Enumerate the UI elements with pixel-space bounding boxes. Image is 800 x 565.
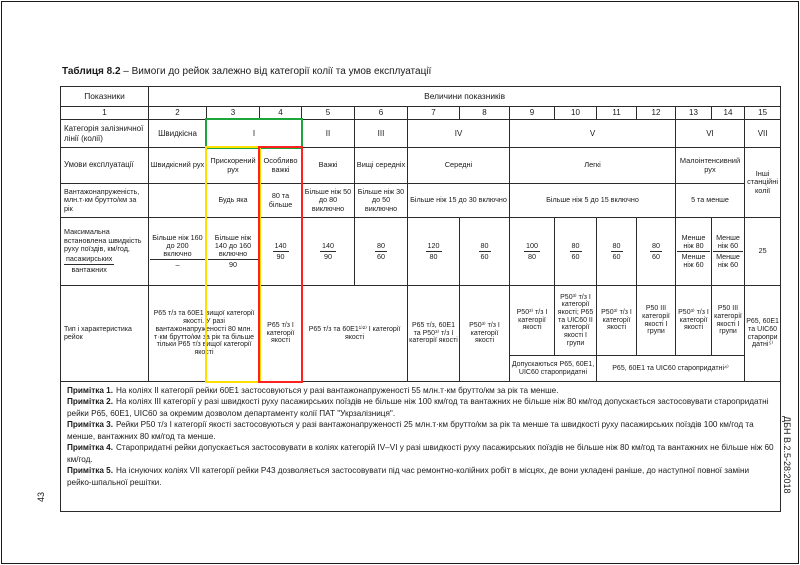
cell-speed-4	[260, 218, 302, 286]
page-number: 43	[36, 492, 46, 503]
col-number: 13	[676, 107, 712, 120]
note-5-text: На існуючих коліях VII категорії рейки Р43 дозволяється застосовувати під час ремонтно-колійних робіт в місцях, де вони укладені раніше, до наступної повної заміни рейко-шпальної решітки.	[67, 466, 750, 487]
cell-load-highspeed	[149, 184, 207, 218]
note-5-label: Примітка 5.	[67, 466, 114, 476]
cell-cat-VII: VII	[745, 120, 781, 148]
cell-rails-14: Р50 ІІІ категорії якості І групи	[712, 286, 745, 356]
cell-rails-8: Р50³⁾ т/з І категорії якості	[460, 286, 510, 382]
speed-freight-value: Менше ніж 60	[681, 252, 706, 270]
col-number: 8	[460, 107, 510, 120]
note-2	[67, 396, 774, 419]
cell-load-5-15: Більше ніж 5 до 15 включно	[510, 184, 676, 218]
col-number: 11	[597, 107, 637, 120]
cell-speed-10	[555, 218, 597, 286]
cell-speed-6	[355, 218, 408, 286]
cell-cat-II: II	[302, 120, 355, 148]
cell-speed-14	[712, 218, 745, 286]
table-caption: – Вимоги до рейок залежно від категорії колії та умов експлуатації	[120, 66, 432, 77]
page-title	[62, 66, 431, 77]
values-header: Величини показників	[149, 87, 781, 107]
speed-freight-value: 60	[377, 252, 385, 261]
speed-freight-value: 60	[571, 252, 580, 261]
speed-row-label	[61, 218, 149, 286]
speed-label-fraction	[64, 255, 114, 274]
speed-freight-value: 90	[229, 260, 237, 270]
category-row	[61, 120, 781, 148]
load-row	[61, 184, 781, 218]
note-1-text: На коліях ІІ категорії рейки 60Е1 застосовуються у разі вантажонапруженості 55 млн.т·км брутто/км за рік та менше.	[116, 386, 559, 395]
speed-pass-value: 80	[479, 242, 491, 252]
col-number: 3	[207, 107, 260, 120]
col-number: 15	[745, 107, 781, 120]
cell-cat-IV: IV	[408, 120, 510, 148]
speed-freight-value: 90	[324, 252, 332, 261]
speed-label-text: Максимальна встановлена швидкість руху поїздів, км/год,	[64, 227, 142, 253]
cell-rails-9: Р50³⁾ т/з І категорії якості	[510, 286, 555, 356]
speed-pass-value: 140	[273, 242, 289, 252]
cell-load-50-80: Більше ніж 50 до 80 виключно	[302, 184, 355, 218]
col-number: 14	[712, 107, 745, 120]
note-2-text: На коліях ІІІ категорії у разі швидкості руху пасажирських поїздів не більше ніж 100 км/год та вантажних не більше ніж 80 км/год допускається застосовувати старопридатні рейки Р65, 60Е1, UIC60 за окремим дозволом департаменту колії ПАТ "Укрзалізниця".	[67, 397, 769, 418]
cell-cond-light: Легкі	[510, 148, 676, 184]
speed-pass-value: 80	[570, 242, 582, 252]
speed-freight-value: 60	[480, 252, 489, 261]
speed-pass-value: 120	[426, 242, 442, 252]
cell-cond-low-intensity: Малоінтенсивний рух	[676, 148, 745, 184]
col-number: 5	[302, 107, 355, 120]
cell-cond-heavy: Важкі	[302, 148, 355, 184]
cell-cond-station-tracks: Інші станційні колії	[745, 148, 781, 218]
note-4-text: Старопридатні рейки допускається застосовувати в коліях категорій IV–VI у разі швидкості руху пасажирських поїздів не більше ніж 80 км/год та вантажних не більше ніж 60 км/год.	[67, 443, 774, 464]
cell-speed-3	[207, 218, 260, 286]
col-number: 6	[355, 107, 408, 120]
cell-load-5less: 5 та менше	[676, 184, 745, 218]
note-5	[67, 465, 774, 488]
table-number: Таблиця 8.2	[62, 66, 121, 77]
speed-freight-value: 80	[528, 252, 536, 261]
cell-load-15-30: Більше ніж 15 до 30 включно	[408, 184, 510, 218]
speed-pass-value: Більше ніж 140 до 160 включно	[208, 234, 258, 261]
cell-cat-III: III	[355, 120, 408, 148]
col-number: 10	[555, 107, 597, 120]
note-3-text: Рейки Р50 т/з І категорії якості застосовуються у разі вантажонапруженості 25 млн.т·км брутто/км за рік та менше та швидкості руху пасажирських поїздів 100 км/год та менше, вантажних 80 км/год та менше.	[67, 420, 754, 441]
speed-freight-value: Менше ніж 60	[716, 252, 740, 270]
rails-row-label: Тип і характеристика рейок	[61, 286, 149, 382]
cell-speed-2	[149, 218, 207, 286]
cell-speed-15: 25	[745, 218, 781, 286]
cell-cat-VI: VI	[676, 120, 745, 148]
cell-load-any: Будь яка	[207, 184, 260, 218]
col-number: 7	[408, 107, 460, 120]
category-row-label: Категорія залізничної лінії (колії)	[61, 120, 149, 148]
cell-load-30-50: Більше ніж 30 до 50 виключно	[355, 184, 408, 218]
speed-freight-value: 80	[429, 252, 438, 261]
cell-speed-7	[408, 218, 460, 286]
cell-rails-4: Р65 т/з І категорії якості	[260, 286, 302, 382]
speed-pass-value: 80	[375, 242, 387, 252]
cell-load-80plus: 80 та більше	[260, 184, 302, 218]
cell-rails-allowed-right: Р65, 60Е1 та UIC60 старопридатні⁴⁾	[597, 356, 745, 382]
notes-cell	[61, 382, 781, 512]
indicators-header: Показники	[61, 87, 149, 107]
speed-pass-value: Більше ніж 160 до 200 включно	[150, 234, 205, 261]
speed-pass-value: 140	[320, 242, 336, 252]
cell-cond-heavy-special: Особливо важкі	[260, 148, 302, 184]
cell-rails-11: Р50³⁾ т/з І категорії якості	[597, 286, 637, 356]
note-3-label: Примітка 3.	[67, 420, 114, 430]
cell-cond-accel: Прискорений рух	[207, 148, 260, 184]
table-header-row	[61, 87, 781, 107]
freight-label: вантажних	[71, 265, 107, 275]
cell-rails-main: Р65 т/з та 60Е1 вищої категорії якості. У разі вантажонапруженості 80 млн. т·км брутто/км за рік та більше тільки Р65 т/з вищої категорії якості	[149, 286, 260, 382]
speed-freight-value: 60	[652, 252, 660, 261]
speed-row	[61, 218, 781, 286]
rails-row-a	[61, 286, 781, 356]
cell-rails-13: Р50³⁾ т/з І категорії якості	[676, 286, 712, 356]
cell-rails-allowed-left: Допускаються Р65, 60Е1, UIC60 старопридатні	[510, 356, 597, 382]
cell-speed-12	[637, 218, 676, 286]
speed-pass-value: Менше ніж 60	[713, 234, 743, 252]
cell-cat-I: I	[207, 120, 302, 148]
cell-speed-11	[597, 218, 637, 286]
cell-cond-highspeed: Швидкісний рух	[149, 148, 207, 184]
speed-pass-value: 80	[650, 242, 662, 252]
cell-rails-10: Р50³⁾ т/з І категорії якості; Р65 та UIC60 ІІ категорії якості І групи	[555, 286, 597, 356]
col-number: 2	[149, 107, 207, 120]
note-1-label: Примітка 1.	[67, 386, 114, 395]
col-number: 4	[260, 107, 302, 120]
speed-freight-value: –	[175, 260, 180, 270]
cell-speed-5	[302, 218, 355, 286]
cell-cond-above-average: Вищі середніх	[355, 148, 408, 184]
note-4-label: Примітка 4.	[67, 443, 114, 453]
cell-cat-V: V	[510, 120, 676, 148]
speed-pass-value: 100	[524, 242, 540, 252]
cell-rails-7: Р65 т/з, 60Е1 та Р50³⁾ т/з І категорії якості	[408, 286, 460, 382]
load-row-label	[61, 184, 149, 218]
note-1	[67, 385, 774, 396]
cell-speed-8	[460, 218, 510, 286]
speed-freight-value: 90	[276, 252, 285, 261]
cell-speed-9	[510, 218, 555, 286]
speed-pass-value: Менше ніж 80	[677, 234, 710, 252]
rail-requirements-table	[60, 86, 781, 512]
document-code: ДБН В.2.5-28:2018	[782, 416, 792, 494]
conditions-row	[61, 148, 781, 184]
cell-cond-average: Середні	[408, 148, 510, 184]
conditions-row-label: Умови експлуатації	[61, 148, 149, 184]
notes-row	[61, 382, 781, 512]
cell-rails-5-6: Р65 т/з та 60Е1¹⁾²⁾ І категорії якості	[302, 286, 408, 382]
note-2-label: Примітка 2.	[67, 397, 114, 407]
speed-pass-value: 80	[611, 242, 623, 252]
cell-speed-13	[676, 218, 712, 286]
col-number: 12	[637, 107, 676, 120]
cell-rails-15: Р65, 60Е1 та UIC60 старопридатні⁵⁾	[745, 286, 781, 382]
cell-rails-12: Р50 ІІІ категорії якості І групи	[637, 286, 676, 356]
col-number: 1	[61, 107, 149, 120]
note-4	[67, 442, 774, 465]
load-label-text: Вантажонапруженість, млн.т·км брутто/км за рік	[64, 187, 140, 213]
passenger-label: пасажирських	[64, 255, 114, 265]
column-numbers-row	[61, 107, 781, 120]
col-number: 9	[510, 107, 555, 120]
cell-cat-highspeed: Швидкісна	[149, 120, 207, 148]
speed-freight-value: 60	[612, 252, 621, 261]
note-3	[67, 419, 774, 442]
